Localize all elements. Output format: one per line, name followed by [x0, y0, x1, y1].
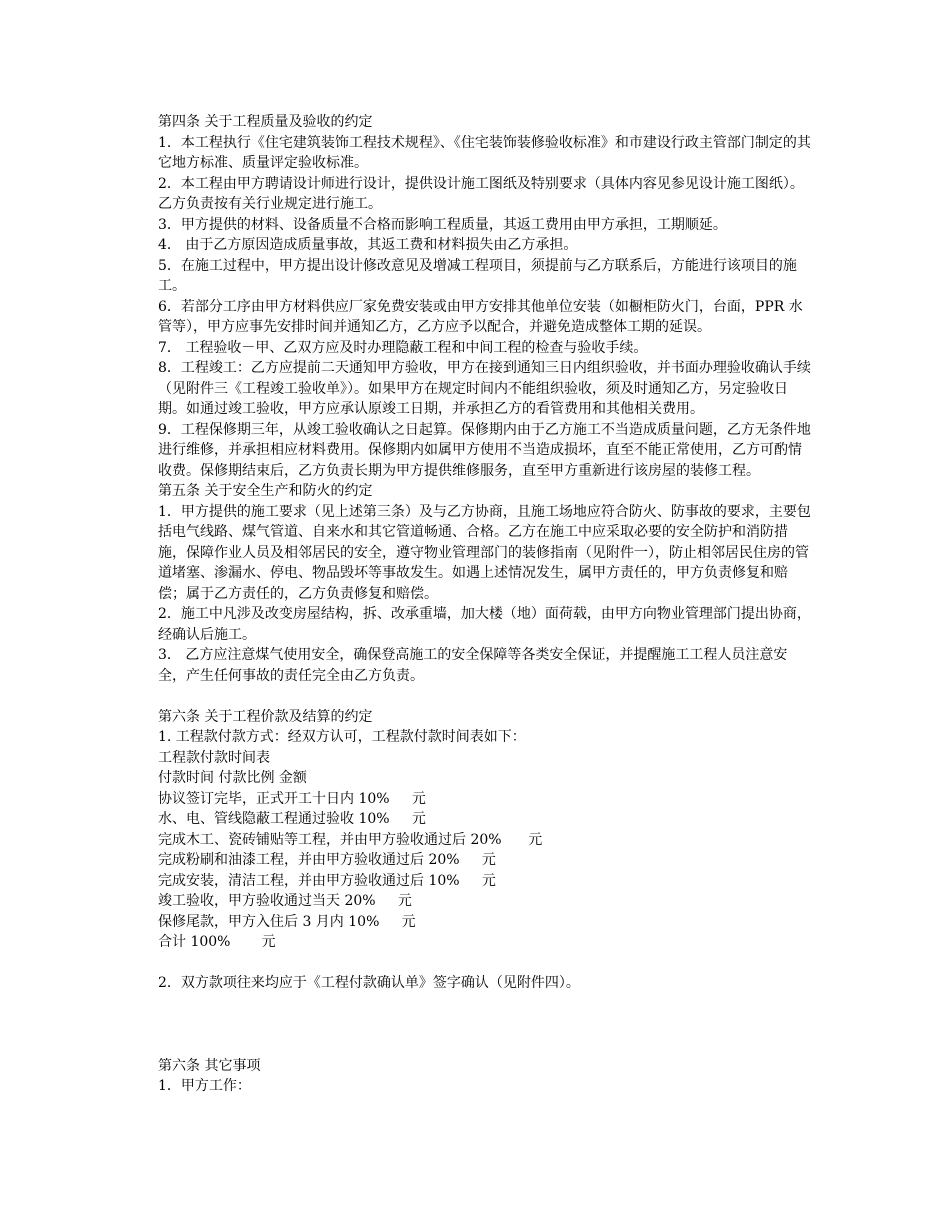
article-4-section: [158, 112, 814, 481]
article-4-item-9: 9．工程保修期三年，从竣工验收确认之日起算。保修期内由于乙方施工不当造成质量问题，乙方无条件地进行维修，并承担相应材料费用。保修期内如属甲方使用不当造成损坏，直至不能正常使用，乙方可酌情收费。保修期结束后，乙方负责长期为甲方提供维修服务，直至甲方重新进行该房屋的装修工程。: [158, 421, 811, 479]
payment-row: 竣工验收，甲方验收通过当天 20% 元: [158, 893, 412, 909]
payment-schedule-table: [158, 748, 814, 953]
article-4-item-1: 1．本工程执行《住宅建筑装饰工程技术规程》、《住宅装饰装修验收标准》和市建设行政主管部门制定的其它地方标准、质量评定验收标准。: [158, 134, 811, 171]
payment-total-row: 合计 100% 元: [158, 934, 276, 950]
article-5-item-3: 3． 乙方应注意煤气使用安全，确保登高施工的安全保障等各类安全保证，并提醒施工工程人员注意安全，产生任何事故的责任完全由乙方负责。: [158, 647, 788, 684]
article-5-section: [158, 481, 814, 686]
party-a-work-item: 1．甲方工作：: [158, 1078, 251, 1094]
article-4-item-3: 3．甲方提供的材料、设备质量不合格而影响工程质量，其返工费用由甲方承担，工期顺延。: [158, 216, 727, 233]
article-4-item-7: 7． 工程验收－甲、乙双方应及时办理隐蔽工程和中间工程的检查与验收手续。: [158, 339, 648, 356]
payment-row: 水、电、管线隐蔽工程通过验收 10% 元: [158, 811, 426, 827]
payment-table-header: 付款时间 付款比例 金额: [158, 770, 307, 786]
other-matters-title: 第六条 其它事项: [158, 1057, 261, 1074]
article-4-item-6: 6．若部分工序由甲方材料供应厂家免费安装或由甲方安排其他单位安装（如橱柜防火门，台面，PPR 水管等），甲方应事先安排时间并通知乙方，乙方应予以配合，并避免造成整体工期的延误。: [158, 298, 803, 335]
article-4-title: 第四条 关于工程质量及验收的约定: [158, 114, 373, 130]
article-6-item-2: 2．双方款项往来均应于《工程付款确认单》签字确认（见附件四）。: [158, 975, 580, 991]
article-4-item-5: 5．在施工过程中，甲方提出设计修改意见及增减工程项目，须提前与乙方联系后，方能进行该项目的施工。: [158, 257, 797, 294]
article-4-item-8: 8．工程竣工：乙方应提前二天通知甲方验收，甲方在接到通知三日内组织验收，并书面办理验收确认手续（见附件三《工程竣工验收单》）。如果甲方在规定时间内不能组织验收，须及时通知乙方，另定验收日期。如通过竣工验收，甲方应承认原竣工日期，并承担乙方的看管费用和其他相关费用。: [158, 360, 811, 417]
payment-method-intro: 1. 工程款付款方式：经双方认可，工程款付款时间表如下：: [158, 729, 526, 745]
payment-row: 保修尾款，甲方入住后 3 月内 10% 元: [158, 913, 416, 930]
article-5-item-2: 2．施工中凡涉及改变房屋结构，拆、改承重墙，加大楼（地）面荷载，由甲方向物业管理部门提出协商，经确认后施工。: [158, 606, 811, 643]
payment-row: 完成安装，清洁工程，并由甲方验收通过后 10% 元: [158, 872, 496, 889]
payment-row: 完成粉刷和油漆工程，并由甲方验收通过后 20% 元: [158, 852, 496, 868]
spacer: [158, 686, 814, 707]
article-4-item-2: 2．本工程由甲方聘请设计师进行设计，提供设计施工图纸及特别要求（具体内容见参见设计施工图纸）。乙方负责按有关行业规定进行施工。: [158, 175, 804, 212]
other-matters-section: [158, 1056, 814, 1097]
article-4-item-4: 4． 由于乙方原因造成质量事故，其返工费和材料损失由乙方承担。: [158, 237, 578, 253]
article-6-title: 第六条 关于工程价款及结算的约定: [158, 708, 373, 725]
article-5-title: 第五条 关于安全生产和防火的约定: [158, 483, 373, 499]
article-6-section: [158, 707, 814, 994]
article-5-item-1: 1．甲方提供的施工要求（见上述第三条）及与乙方协商，且施工场地应符合防火、防事故的要求，主要包括电气线路、煤气管道、自来水和其它管道畅通、合格。乙方在施工中应采取必要的安全防护和消防措施，保障作业人员及相邻居民的安全，遵守物业管理部门的装修指南（见附件一），防止相邻居民住房的管道堵塞、渗漏水、停电、物品毁坏等事故发生。如遇上述情况发生，属甲方责任的，甲方负责修复和赔偿；属于乙方责任的，乙方负责修复和赔偿。: [158, 503, 811, 602]
spacer: [158, 953, 814, 974]
spacer: [158, 994, 814, 1056]
payment-row: 协议签订完毕，正式开工十日内 10% 元: [158, 790, 426, 807]
payment-row: 完成木工、瓷砖铺贴等工程，并由甲方验收通过后 20% 元: [158, 831, 543, 848]
payment-table-title: 工程款付款时间表: [158, 749, 270, 766]
document-body: [158, 112, 814, 1097]
